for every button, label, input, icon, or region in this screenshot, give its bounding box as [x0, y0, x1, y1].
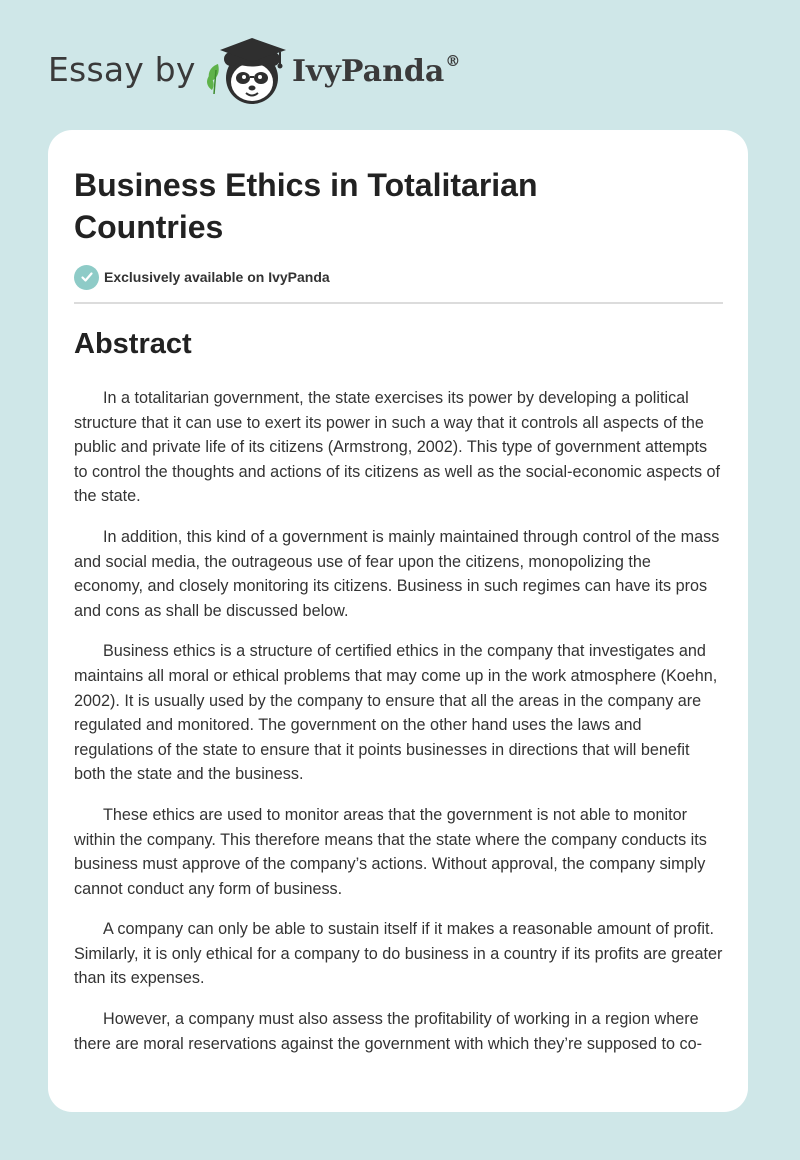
- paragraph: A company can only be able to sustain itself if it makes a reasonable amount of profit. Similarly, it is only ethical for a company to do business in a country if its profits are greater than its expenses.: [74, 920, 723, 988]
- check-circle-icon: [74, 265, 99, 290]
- article-title: Business Ethics in Totalitarian Countries: [74, 167, 538, 245]
- article-card: [48, 130, 748, 1112]
- panda-logo-icon[interactable]: [200, 30, 296, 110]
- brand-name[interactable]: [292, 54, 460, 89]
- section-heading-abstract: Abstract: [74, 328, 192, 360]
- essay-by-label: Essay by: [48, 50, 196, 89]
- article-body: [74, 386, 724, 1072]
- exclusive-label: Exclusively available on IvyPanda: [104, 269, 330, 285]
- site-header: [48, 30, 548, 110]
- paragraph: In a totalitarian government, the state exercises its power by developing a political structure that it can use to exert its power in such a way that it controls all aspects of the public and private life of its citizens (Armstrong, 2002). This type of government attempts to control the thoughts and actions of its citizens as well as the social-economic aspects of the state.: [74, 389, 721, 506]
- divider: [74, 302, 723, 304]
- registered-mark: ®: [445, 52, 461, 70]
- paragraph: These ethics are used to monitor areas that the government is not able to monitor within the company. This therefore means that the state where the company conducts its business must approve of the company’s actions. Without approval, the company simply cannot conduct any form of business.: [74, 805, 707, 898]
- paragraph: However, a company must also assess the profitability of working in a region where there are moral reservations against the government with which they’re supposed to co-: [74, 1010, 703, 1053]
- exclusive-badge: [74, 264, 330, 290]
- brand-text: IvyPanda: [292, 54, 445, 89]
- paragraph: Business ethics is a structure of certified ethics in the company that investigates and maintains all moral or ethical problems that may come up in the work atmosphere (Koehn, 2002). It is usually used by the company to ensure that all the areas in the company are regulated and monitored. The government on the other hand uses the laws and regulations of the state to ensure that it points businesses in directions that will benefit both the state and the business.: [74, 642, 718, 784]
- paragraph: In addition, this kind of a government is mainly maintained through control of the mass and social media, the outrageous use of fear upon the citizens, monopolizing the economy, and closely monitoring its citizens. Business in such regimes can have its pros and cons as shall be discussed below.: [74, 527, 720, 620]
